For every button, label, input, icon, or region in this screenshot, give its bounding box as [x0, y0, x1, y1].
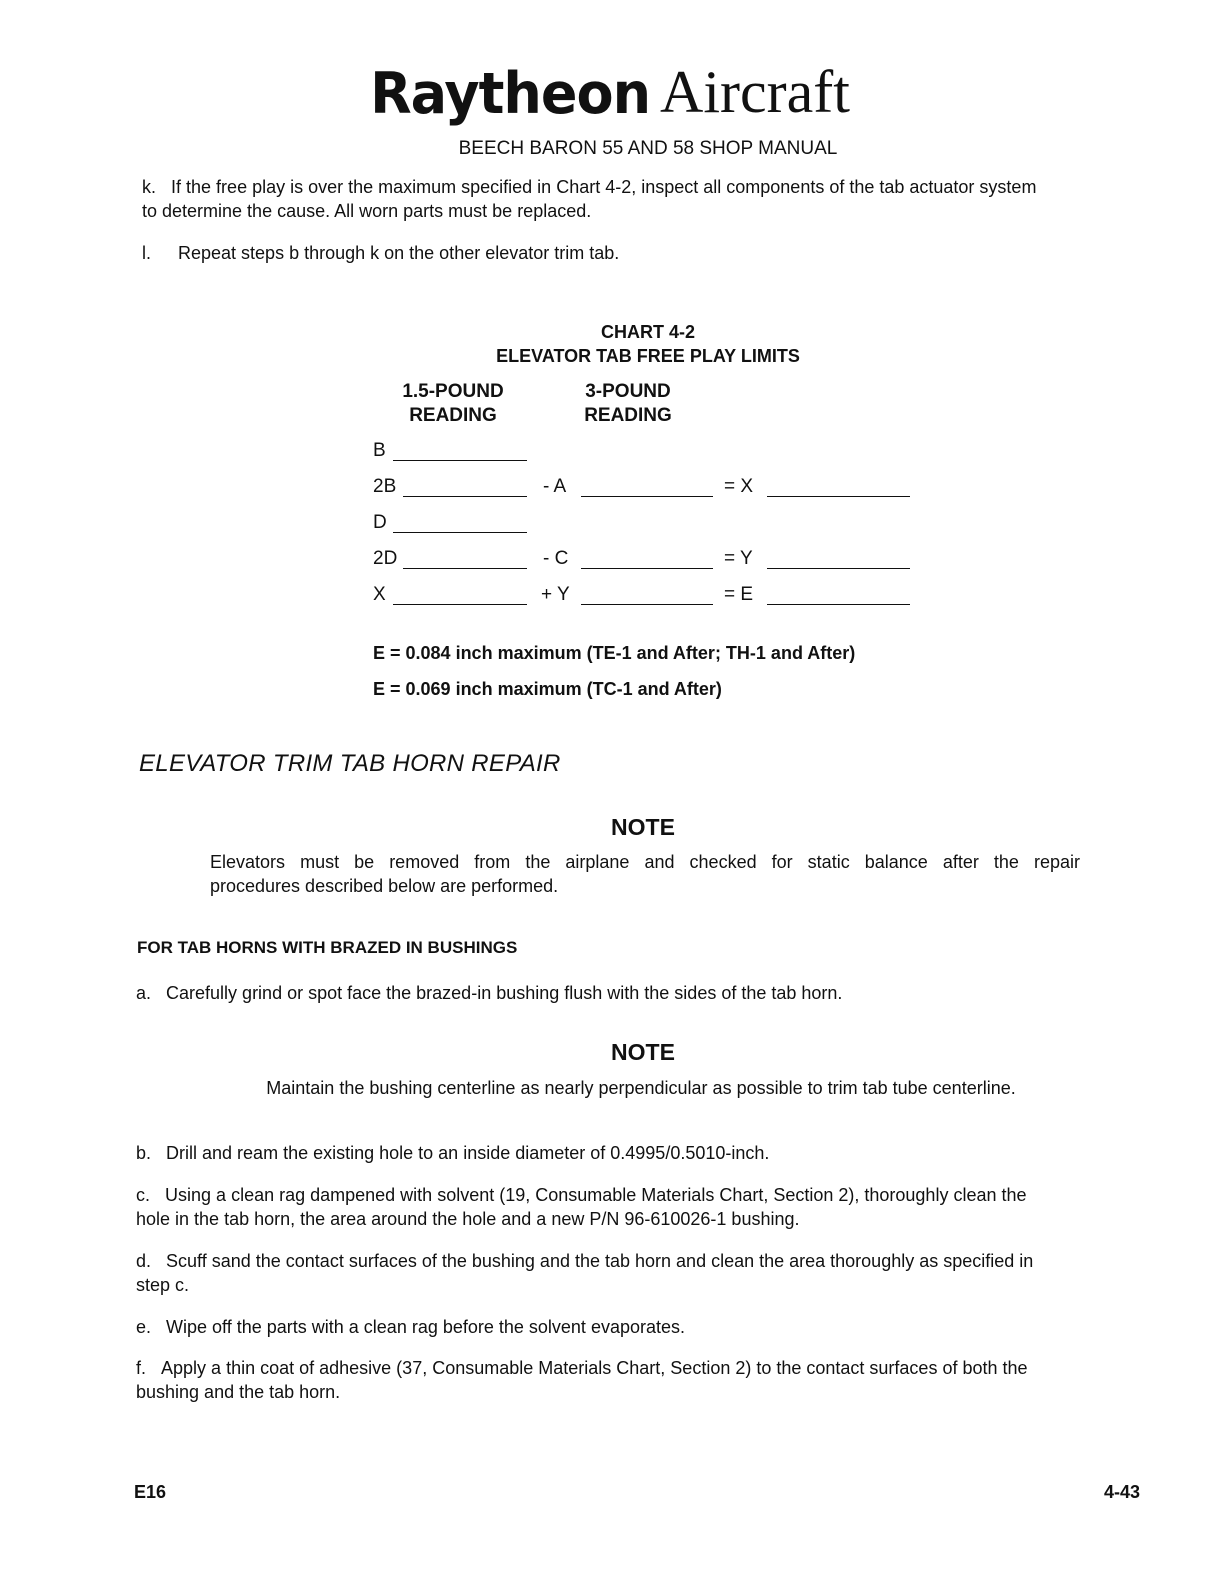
step-l-label: l. [142, 243, 151, 263]
brand-name: Raytheon [370, 60, 651, 127]
note-heading-2: NOTE [611, 1039, 675, 1065]
row-2d-blank-3 [767, 567, 910, 569]
limit-te-th: E = 0.084 inch maximum (TE-1 and After; TH-1 and After) [373, 643, 856, 663]
step-b [136, 1141, 769, 1165]
step-f-line2: bushing and the tab horn. [136, 1382, 341, 1402]
row-x-operator-1: + Y [541, 584, 570, 605]
note-body-1 [210, 850, 1080, 898]
subsection-heading: FOR TAB HORNS WITH BRAZED IN BUSHINGS [137, 938, 518, 957]
step-c [136, 1183, 1146, 1231]
section-title: ELEVATOR TRIM TAB HORN REPAIR [139, 750, 561, 777]
column-header-1-5-pound [373, 380, 533, 428]
row-2b-label: 2B [373, 476, 397, 497]
step-d-line2: step c. [136, 1275, 190, 1295]
step-e-label: e. [136, 1317, 152, 1337]
row-x-label: X [373, 584, 386, 605]
row-2d-blank-2 [581, 567, 713, 569]
chart-row-b [373, 440, 933, 464]
note-heading-1: NOTE [611, 814, 675, 840]
chart-title: ELEVATOR TAB FREE PLAY LIMITS [496, 346, 800, 366]
row-b-label: B [373, 440, 386, 461]
chart-row-d [373, 512, 933, 536]
row-x-blank-1 [393, 603, 527, 605]
step-d-label: d. [136, 1251, 152, 1271]
row-2d-operator-1: - C [543, 548, 569, 569]
footer-left: E16 [134, 1482, 167, 1502]
row-2b-blank-2 [581, 495, 713, 497]
step-f-line1: Apply a thin coat of adhesive (37, Consumable Materials Chart, Section 2) to the contact surfaces of both the [161, 1358, 1028, 1378]
step-d-line1: Scuff sand the contact surfaces of the bushing and the tab horn and clean the area thoroughly as specified in [166, 1251, 1034, 1271]
step-k-label: k. [142, 177, 157, 197]
brand-logo [0, 58, 1220, 127]
note-body-2: Maintain the bushing centerline as nearly perpendicular as possible to trim tab tube centerline. [266, 1078, 1016, 1098]
step-c-label: c. [136, 1185, 151, 1205]
chart-number: CHART 4-2 [600, 322, 695, 342]
step-d [136, 1249, 1146, 1297]
row-x-operator-2: = E [724, 584, 754, 605]
limit-tc: E = 0.069 inch maximum (TC-1 and After) [373, 679, 722, 699]
step-c-line2: hole in the tab horn, the area around the hole and a new P/N 96-610026-1 bushing. [136, 1209, 800, 1229]
row-2b-blank-1 [403, 495, 527, 497]
row-2d-blank-1 [403, 567, 527, 569]
step-f-label: f. [136, 1358, 147, 1378]
step-a-label: a. [136, 983, 152, 1003]
step-c-line1: Using a clean rag dampened with solvent (19, Consumable Materials Chart, Section 2), thoroughly clean the [165, 1185, 1027, 1205]
chart-row-x [373, 584, 933, 608]
step-a-text: Carefully grind or spot face the brazed-in bushing flush with the sides of the tab horn. [166, 983, 843, 1003]
step-l-text: Repeat steps b through k on the other elevator trim tab. [178, 243, 620, 263]
column-header-1-line2: READING [409, 405, 497, 426]
row-d-label: D [373, 512, 387, 533]
column-header-2-line1: 3-POUND [585, 381, 671, 402]
column-header-2-line2: READING [584, 405, 672, 426]
chart-row-2b [373, 476, 933, 500]
row-2d-operator-2: = Y [724, 548, 753, 569]
row-x-blank-2 [581, 603, 713, 605]
row-d-blank-1 [393, 531, 527, 533]
column-header-3-pound [550, 380, 706, 428]
note-1-line1: Elevators must be removed from the airplane and checked for static balance after the repair [210, 852, 1080, 872]
column-header-1-line1: 1.5-POUND [402, 381, 504, 402]
row-2b-blank-3 [767, 495, 910, 497]
footer-page-number: 4-43 [1104, 1482, 1141, 1502]
step-k-line2: to determine the cause. All worn parts must be replaced. [142, 201, 592, 221]
row-2d-label: 2D [373, 548, 398, 569]
step-b-label: b. [136, 1143, 152, 1163]
step-k-line1: If the free play is over the maximum specified in Chart 4-2, inspect all components of the tab actuator system [171, 177, 1037, 197]
row-2b-operator-1: - A [543, 476, 567, 497]
step-k [142, 175, 1162, 223]
step-e [136, 1315, 685, 1339]
row-2b-operator-2: = X [724, 476, 754, 497]
step-b-text: Drill and ream the existing hole to an inside diameter of 0.4995/0.5010-inch. [166, 1143, 770, 1163]
manual-title: BEECH BARON 55 AND 58 SHOP MANUAL [458, 138, 838, 159]
row-b-blank-1 [393, 459, 527, 461]
step-a [136, 981, 842, 1005]
brand-suffix: Aircraft [660, 59, 850, 125]
chart-row-2d [373, 548, 933, 572]
note-1-line2: procedures described below are performed. [210, 876, 559, 896]
row-x-blank-3 [767, 603, 910, 605]
step-l [142, 241, 620, 265]
step-f [136, 1356, 1146, 1404]
step-e-text: Wipe off the parts with a clean rag before the solvent evaporates. [166, 1317, 685, 1337]
